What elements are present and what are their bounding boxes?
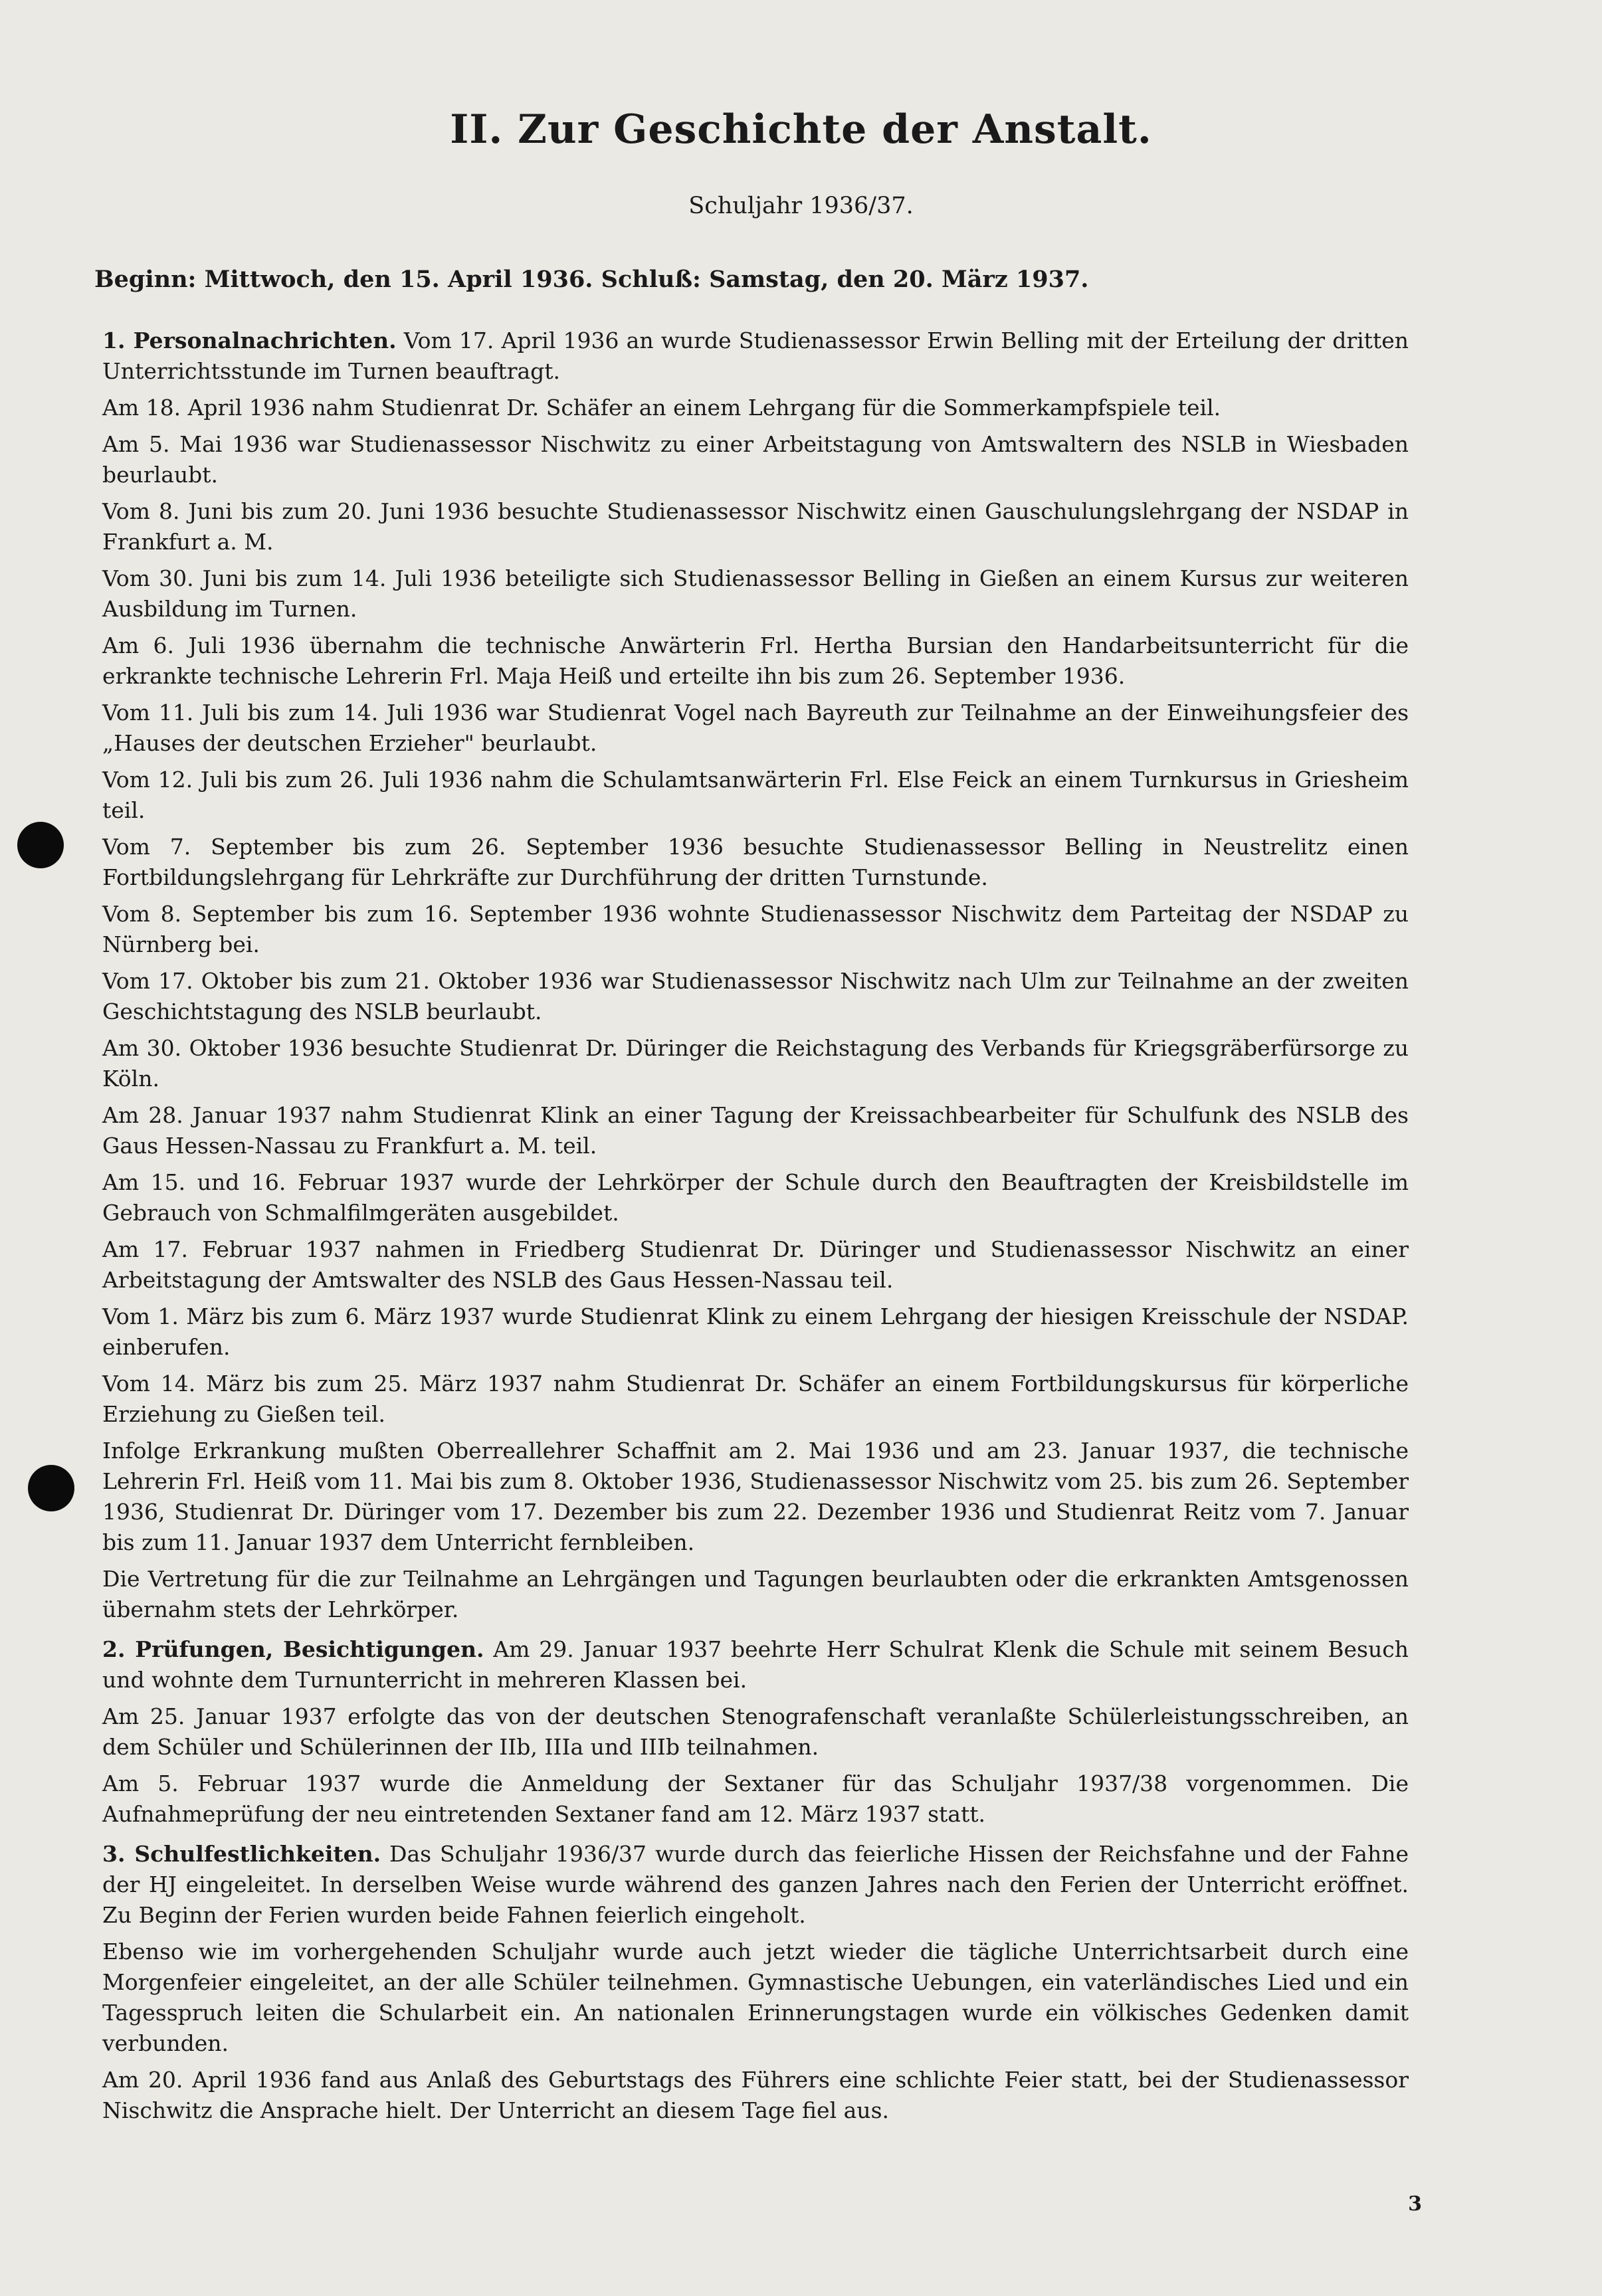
paragraph: Vom 8. September bis zum 16. September 1936 wohnte Studienassessor Nischwitz dem Parteitag der NSDAP zu Nürnberg bei. xyxy=(102,901,1409,957)
paragraph: Am 28. Januar 1937 nahm Studienrat Klink an einer Tagung der Kreissachbearbeiter für Schulfunk des NSLB des Gaus Hessen-Nassau zu Frankfurt a. M. teil. xyxy=(102,1102,1409,1159)
paragraph: Am 17. Februar 1937 nahmen in Friedberg Studienrat Dr. Düringer und Studienassessor Nischwitz an einer Arbeitstagung der Amtswalter des NSLB des Gaus Hessen-Nassau teil. xyxy=(102,1236,1409,1293)
paragraph: Vom 30. Juni bis zum 14. Juli 1936 beteiligte sich Studienassessor Belling in Gießen an einem Kursus zur weiteren Ausbildung im Turnen. xyxy=(102,565,1409,622)
paragraph: Am 25. Januar 1937 erfolgte das von der deutschen Stenografenschaft veranlaßte Schülerleistungsschreiben, an dem Schüler und Schülerinnen der IIb, IIIa und IIIb teilnahmen. xyxy=(102,1703,1409,1760)
pruefungen-paragraphs xyxy=(102,1701,1409,1830)
section-intro-paragraph xyxy=(102,326,1409,387)
section-heading-pruefungen: 2. Prüfungen, Besichtigungen. xyxy=(102,1636,484,1662)
paragraph: Am 15. und 16. Februar 1937 wurde der Lehrkörper der Schule durch den Beauftragten der Kreisbildstelle im Gebrauch von Schmalfilmgeräten ausgebildet. xyxy=(102,1169,1409,1226)
paragraph: Vom 11. Juli bis zum 14. Juli 1936 war Studienrat Vogel nach Bayreuth zur Teilnahme an der Einweihungsfeier des „Hauses der deutschen Erzieher" beurlaubt. xyxy=(102,700,1409,756)
punch-hole-bottom xyxy=(28,1465,74,1511)
paragraph: Am 20. April 1936 fand aus Anlaß des Geburtstags des Führers eine schlichte Feier statt, bei der Studienassessor Nischwitz die Ansprache hielt. Der Unterricht an diesem Tage fiel aus. xyxy=(102,2067,1409,2123)
paragraph: Die Vertretung für die zur Teilnahme an Lehrgängen und Tagungen beurlaubten oder die erkrankten Amtsgenossen übernahm stets der Lehrkörper. xyxy=(102,1566,1409,1622)
paragraph: Vom 14. März bis zum 25. März 1937 nahm Studienrat Dr. Schäfer an einem Fortbildungskursus für körperliche Erziehung zu Gießen teil. xyxy=(102,1371,1409,1427)
paragraph: Am 5. Februar 1937 wurde die Anmeldung der Sextaner für das Schuljahr 1937/38 vorgenommen. Die Aufnahmeprüfung der neu eintretenden Sextaner fand am 12. März 1937 statt. xyxy=(102,1770,1409,1827)
school-year-subtitle: Schuljahr 1936/37. xyxy=(688,193,914,219)
main-text xyxy=(102,326,1409,2132)
paragraph: Ebenso wie im vorhergehenden Schuljahr wurde auch jetzt wieder die tägliche Unterrichtsarbeit durch eine Morgenfeier eingeleitet, an der alle Schüler teilnehmen. Gymnastische Uebungen, ein vaterländisches Lied und ein Tagesspruch leiten die Schularbeit ein. An nationalen Erinnerungstagen wurde ein völkisches Gedenken damit verbunden. xyxy=(102,1939,1409,2056)
personal-paragraphs xyxy=(102,393,1409,1625)
paragraph: Vom 17. Oktober bis zum 21. Oktober 1936 war Studienassessor Nischwitz nach Ulm zur Teilnahme an der zweiten Geschichtstagung des NSLB beurlaubt. xyxy=(102,968,1409,1024)
paragraph: Vom 7. September bis zum 26. September 1936 besuchte Studienassessor Belling in Neustrelitz einen Fortbildungslehrgang für Lehrkräfte zur Durchführung der dritten Turnstunde. xyxy=(102,834,1409,890)
page-number: 3 xyxy=(1408,2192,1422,2216)
section-heading-feste: 3. Schulfestlichkeiten. xyxy=(102,1841,381,1867)
page-title: II. Zur Geschichte der Anstalt. xyxy=(450,106,1152,153)
section-heading-personal: 1. Personalnachrichten. xyxy=(102,328,397,353)
punch-hole-top xyxy=(17,822,64,868)
feste-paragraphs xyxy=(102,1937,1409,2126)
paragraph: Infolge Erkrankung mußten Oberreallehrer Schaffnit am 2. Mai 1936 und am 23. Januar 1937, die technische Lehrerin Frl. Heiß vom 11. Mai bis zum 8. Oktober 1936, Studienassessor Nischwitz vom 25. bis zum 26. September 1936, Studienrat Dr. Düringer vom 17. Dezember bis zum 22. Dezember 1936 und Studienrat Reitz vom 7. Januar bis zum 11. Januar 1937 dem Unterricht fernbleiben. xyxy=(102,1438,1409,1555)
paragraph-text: Am 29. Januar 1937 beehrte Herr Schulrat Klenk die Schule mit seinem Besuch und wohnte dem Turnunterricht in mehreren Klassen bei. xyxy=(102,1636,1409,1693)
term-dates-line: Beginn: Mittwoch, den 15. April 1936. Schluß: Samstag, den 20. März 1937. xyxy=(94,266,1089,293)
paragraph: Am 30. Oktober 1936 besuchte Studienrat Dr. Düringer die Reichstagung des Verbands für Kriegsgräberfürsorge zu Köln. xyxy=(102,1035,1409,1092)
section-intro-paragraph xyxy=(102,1634,1409,1695)
paragraph: Vom 12. Juli bis zum 26. Juli 1936 nahm die Schulamtsanwärterin Frl. Else Feick an einem Turnkursus in Griesheim teil. xyxy=(102,767,1409,823)
paragraph: Vom 8. Juni bis zum 20. Juni 1936 besuchte Studienassessor Nischwitz einen Gauschulungslehrgang der NSDAP in Frankfurt a. M. xyxy=(102,498,1409,555)
paragraph-text: Das Schuljahr 1936/37 wurde durch das feierliche Hissen der Reichsfahne und der Fahne der HJ eingeleitet. In derselben Weise wurde während des ganzen Jahres nach den Ferien der Unterricht eröffnet. Zu Beginn der Ferien wurden beide Fahnen feierlich eingeholt. xyxy=(102,1841,1409,1928)
paragraph: Vom 1. März bis zum 6. März 1937 wurde Studienrat Klink zu einem Lehrgang der hiesigen Kreisschule der NSDAP. einberufen. xyxy=(102,1303,1409,1360)
paragraph-text: Vom 17. April 1936 an wurde Studienassessor Erwin Belling mit der Erteilung der dritten Unterrichtsstunde im Turnen beauftragt. xyxy=(102,328,1409,384)
paragraph: Am 5. Mai 1936 war Studienassessor Nischwitz zu einer Arbeitstagung von Amtswaltern des NSLB in Wiesbaden beurlaubt. xyxy=(102,431,1409,488)
paragraph: Am 18. April 1936 nahm Studienrat Dr. Schäfer an einem Lehrgang für die Sommerkampfspiele teil. xyxy=(102,395,1221,421)
paragraph: Am 6. Juli 1936 übernahm die technische Anwärterin Frl. Hertha Bursian den Handarbeitsunterricht für die erkrankte technische Lehrerin Frl. Maja Heiß und erteilte ihn bis zum 26. September 1936. xyxy=(102,632,1409,689)
section-intro-paragraph xyxy=(102,1839,1409,1931)
